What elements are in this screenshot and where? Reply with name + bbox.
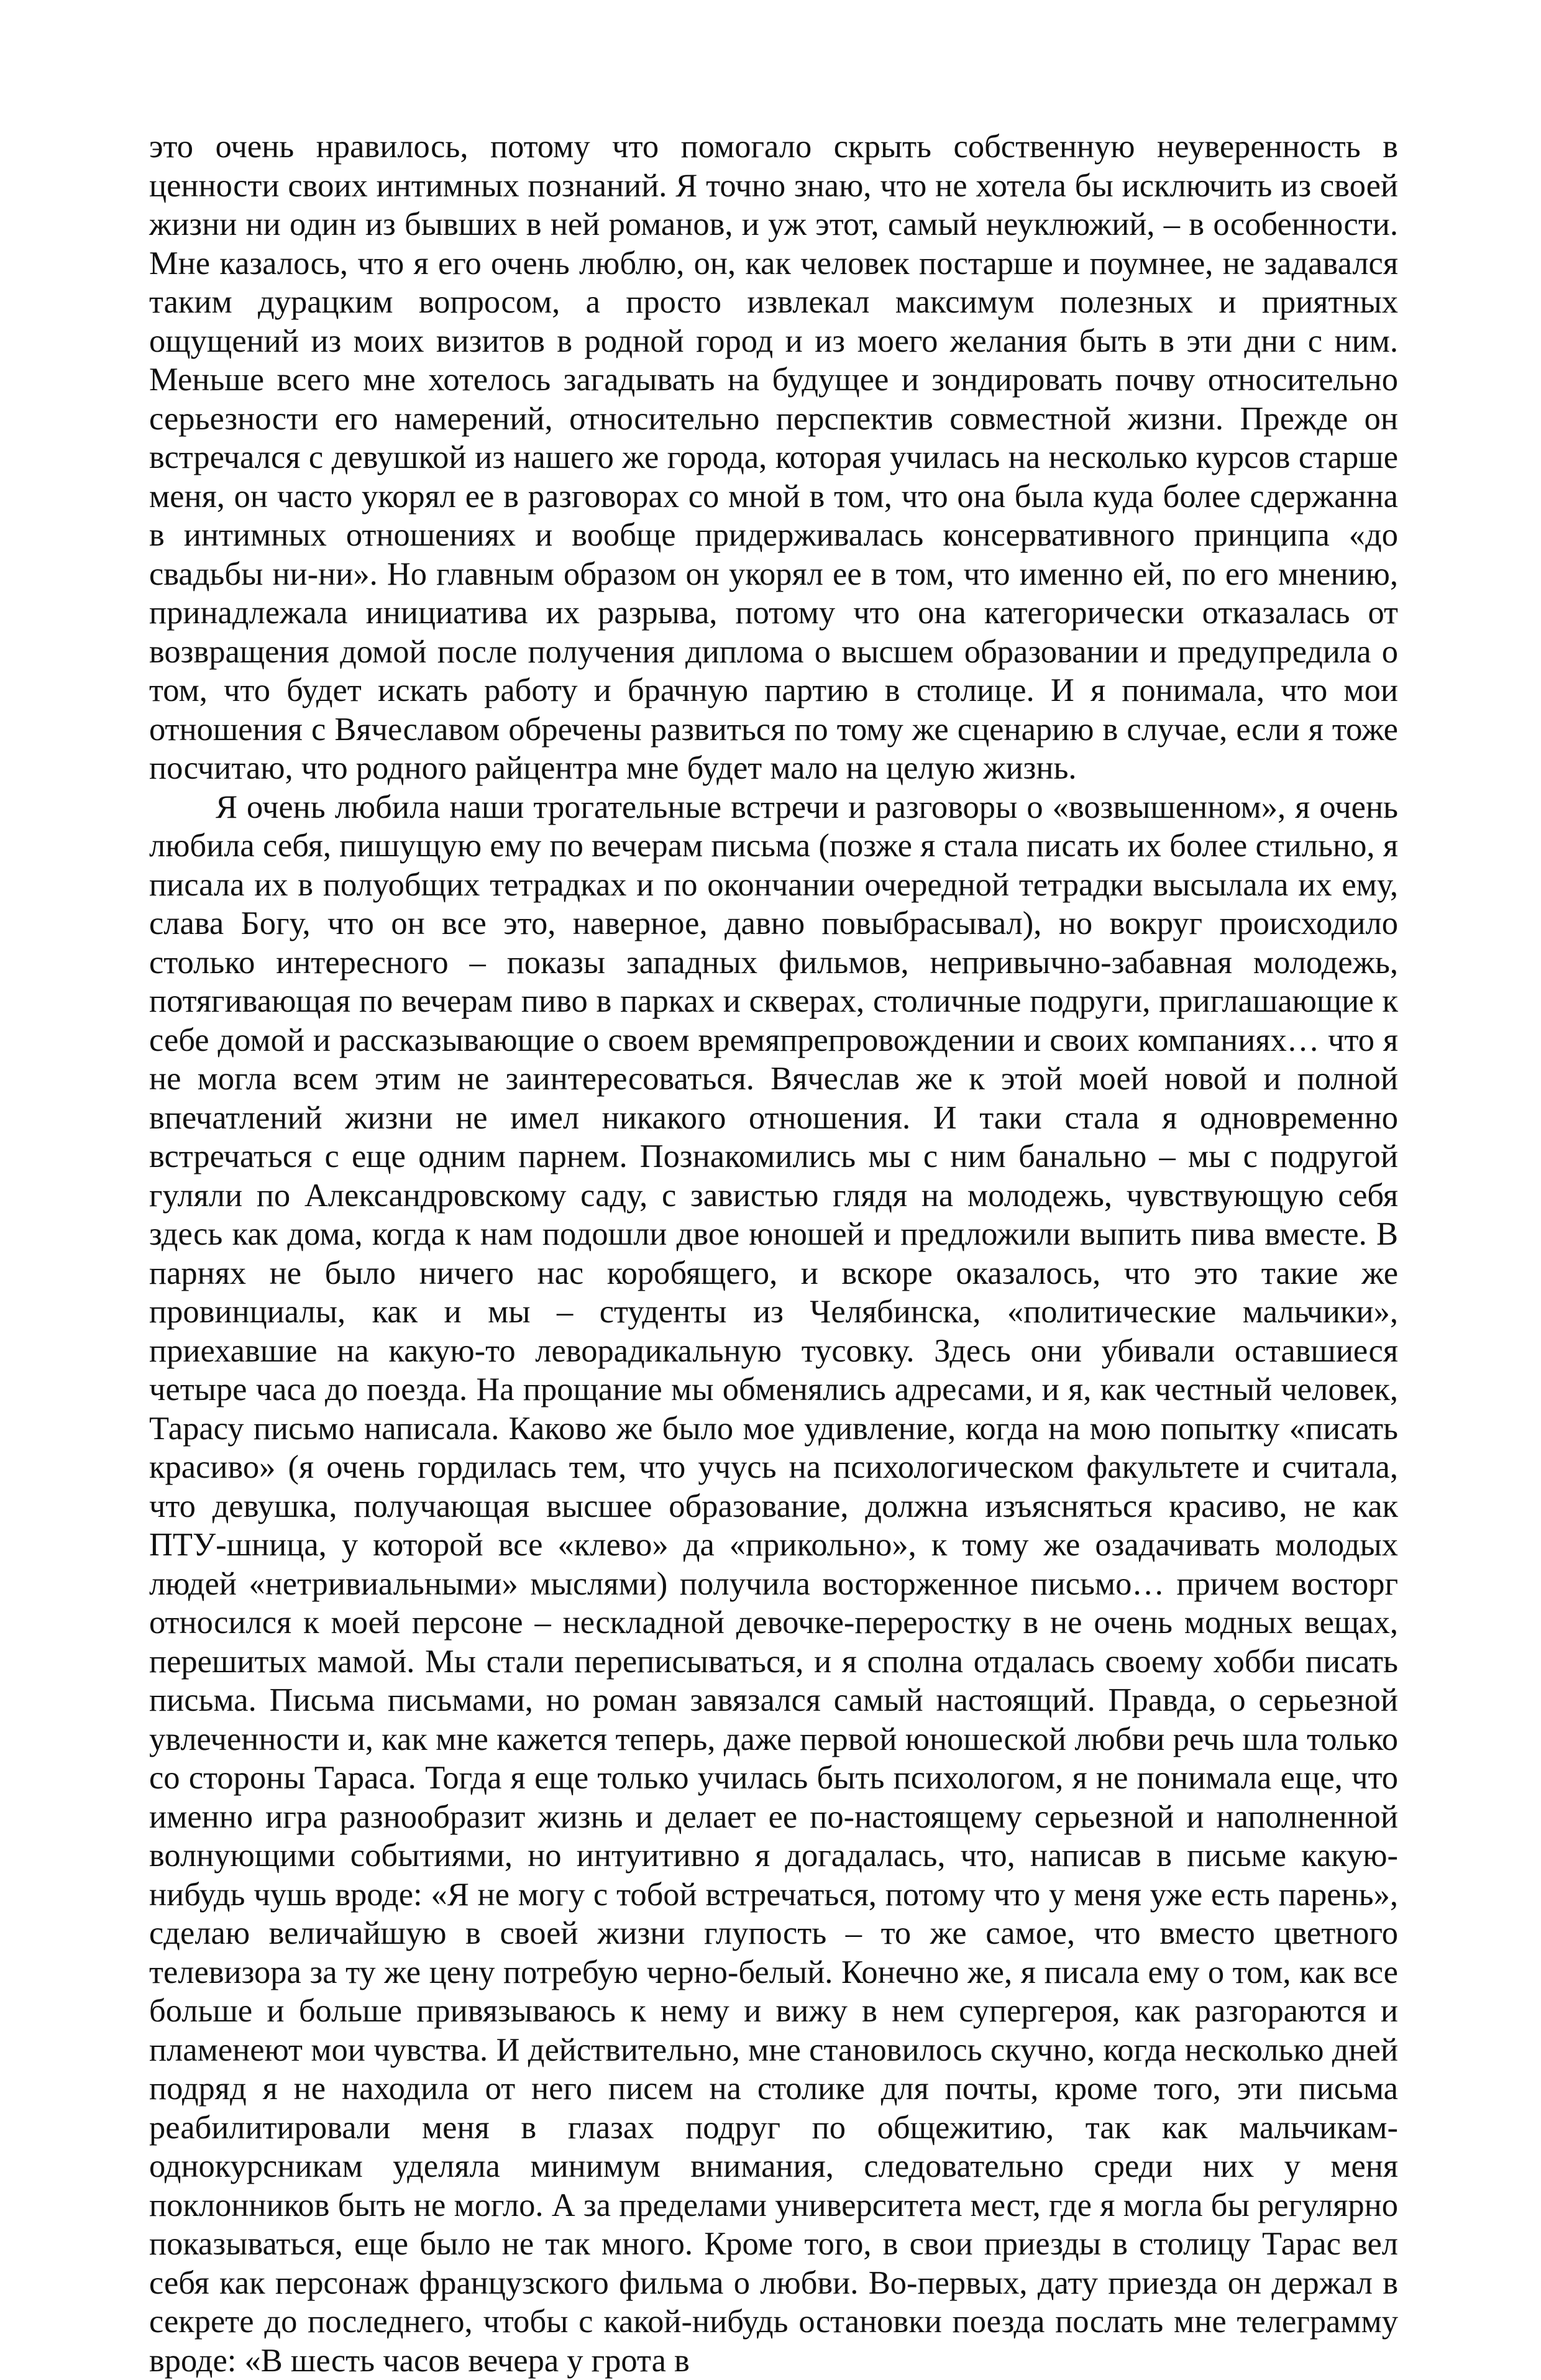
paragraph-continuation: это очень нравилось, потому что помогало скрыть собственную неуверенность в ценности своих интимных познаний. Я точно знаю, что не хотела бы исключить из своей жизни ни один из бывших в ней романов, и уж этот, самый неуклюжий, – в особенности. Мне казалось, что я его очень люблю, он, как человек постарше и поумнее, не задавался таким дурацким вопросом, а просто извлекал максимум полезных и приятных ощущений из моих визитов в родной город и из моего желания быть в эти дни с ним. Меньше всего мне хотелось загадывать на будущее и зондировать почву относительно серьезности его намерений, относительно перспектив совместной жизни. Прежде он встречался с девушкой из нашего же города, которая училась на несколько курсов старше меня, он часто укорял ее в разговорах со мной в том, что она была куда более сдержанна в интимных отношениях и вообще придерживалась консервативного принципа «до свадьбы ни-ни». Но главным образом он укорял ее в том, что именно ей, по его мнению, принадлежала инициатива их разрыва, потому что она категорически отказалась от возвращения домой после получения диплома о высшем образовании и предупредила о том, что будет искать работу и брачную партию в столице. И я понимала, что мои отношения с Вячеславом обречены развиться по тому же сценарию в случае, если я тоже посчитаю, что родного райцентра мне будет мало на целую жизнь. <box>149 127 1398 788</box>
document-page <box>149 127 1398 2380</box>
paragraph-main: Я очень любила наши трогательные встречи и разговоры о «возвышенном», я очень любила себя, пишущую ему по вечерам письма (позже я стала писать их более стильно, я писала их в полуобщих тетрадках и по окончании очередной тетрадки высылала их ему, слава Богу, что он все это, наверное, давно повыбрасывал), но вокруг происходило столько интересного – показы западных фильмов, непривычно-забавная молодежь, потягивающая по вечерам пиво в парках и скверах, столичные подруги, приглашающие к себе домой и рассказывающие о своем времяпрепровождении и своих компаниях… что я не могла всем этим не заинтересоваться. Вячеслав же к этой моей новой и полной впечатлений жизни не имел никакого отношения. И таки стала я одновременно встречаться с еще одним парнем. Познакомились мы с ним банально – мы с подругой гуляли по Александровскому саду, с завистью глядя на молодежь, чувствующую себя здесь как дома, когда к нам подошли двое юношей и предложили выпить пива вместе. В парнях не было ничего нас коробящего, и вскоре оказалось, что это такие же провинциалы, как и мы – студенты из Челябинска, «политические мальчики», приехавшие на какую-то леворадикальную тусовку. Здесь они убивали оставшиеся четыре часа до поезда. На прощание мы обменялись адресами, и я, как честный человек, Тарасу письмо написала. Каково же было мое удивление, когда на мою попытку «писать красиво» (я очень гордилась тем, что учусь на психологическом факультете и считала, что девушка, получающая высшее образование, должна изъясняться красиво, не как ПТУ-шница, у которой все «клево» да «прикольно», к тому же озадачивать молодых людей «нетривиальными» мыслями) получила восторженное письмо… причем восторг относился к моей персоне – нескладной девочке-переростку в не очень модных вещах, перешитых мамой. Мы стали переписываться, и я сполна отдалась своему хобби писать письма. Письма письмами, но роман завязался самый настоящий. Правда, о серьезной увлеченности и, как мне кажется теперь, даже первой юношеской любви речь шла только со стороны Тараса. Тогда я еще только училась быть психологом, я не понимала еще, что именно игра разнообразит жизнь и делает ее по-настоящему серьезной и наполненной волнующими событиями, но интуитивно я догадалась, что, написав в письме какую-нибудь чушь вроде: «Я не могу с тобой встречаться, потому что у меня уже есть парень», сделаю величайшую в своей жизни глупость – то же самое, что вместо цветного телевизора за ту же цену потребую черно-белый. Конечно же, я писала ему о том, как все больше и больше привязываюсь к нему и вижу в нем супергероя, как разгораются и пламенеют мои чувства. И действительно, мне становилось скучно, когда несколько дней подряд я не находила от него писем на столике для почты, кроме того, эти письма реабилитировали меня в глазах подруг по общежитию, так как мальчикам-однокурсникам уделяла минимум внимания, следовательно среди них у меня поклонников быть не могло. А за пределами университета мест, где я могла бы регулярно показываться, еще было не так много. Кроме того, в свои приезды в столицу Тарас вел себя как персонаж французского фильма о любви. Во-первых, дату приезда он держал в секрете до последнего, чтобы с какой-нибудь остановки поезда послать мне телеграмму вроде: «В шесть часов вечера у грота в <box>149 788 1398 2380</box>
